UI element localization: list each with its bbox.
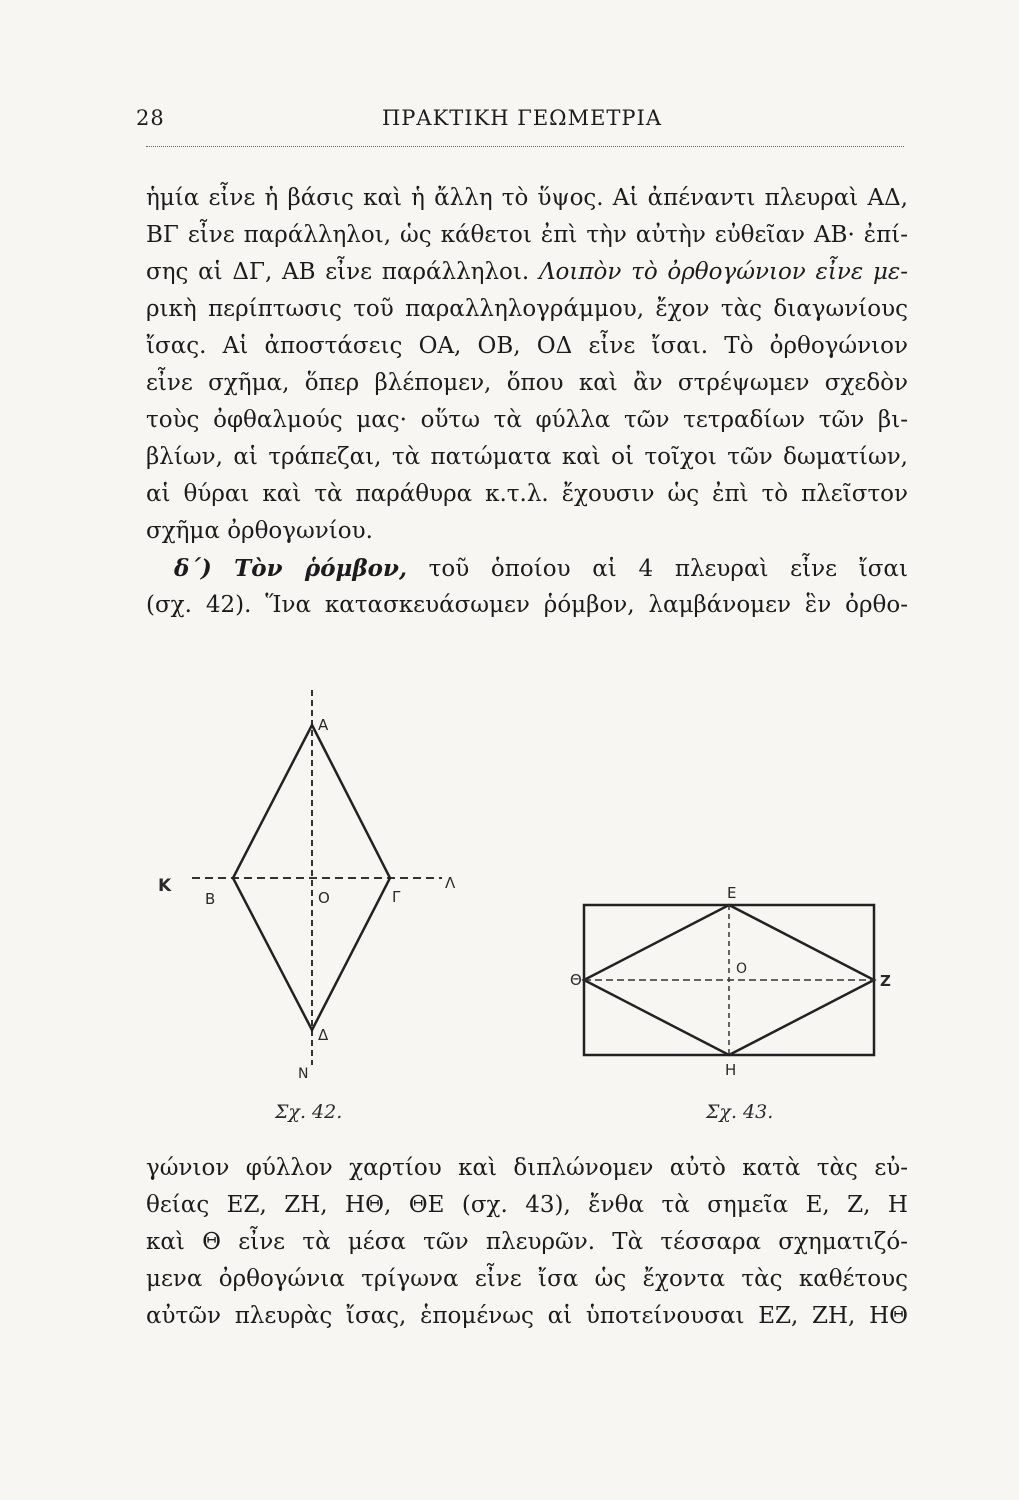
text-line: ἡμία εἶνε ἡ βάσις καὶ ἡ ἄλλη τὸ ὕψος. Αἱ ἀπέναντι πλευραὶ ΑΔ, bbox=[146, 185, 908, 211]
rectangle-shape bbox=[584, 905, 874, 1055]
figure-42 bbox=[158, 690, 456, 1123]
label-o: Ο bbox=[318, 889, 330, 907]
label-k: Κ bbox=[158, 876, 172, 896]
page-header bbox=[136, 106, 908, 140]
label-d: Δ bbox=[318, 1026, 329, 1044]
label-n: Ν bbox=[298, 1066, 309, 1082]
text-line: βλίων, αἱ τράπεζαι, τὰ πατώματα καὶ οἱ τοῖχοι τῶν δωματίων, bbox=[146, 444, 908, 470]
text-line: ἴσας. Αἱ ἀποστάσεις ΟΑ, ΟΒ, ΟΔ εἶνε ἴσαι. Τὸ ὀρθογώνιον bbox=[146, 333, 908, 359]
text-line: τοὺς ὀφθαλμούς μας· οὕτω τὰ φύλλα τῶν τετραδίων τῶν βι- bbox=[146, 407, 908, 433]
text-span: σης αἱ ΔΓ, ΑΒ εἶνε παράλληλοι. bbox=[146, 259, 530, 285]
italic-phrase: Λοιπὸν τὸ ὀρθογώνιον εἶνε με- bbox=[529, 259, 908, 285]
running-title: ΠΡΑΚΤΙΚΗ ΓΕΩΜΕΤΡΙΑ bbox=[381, 106, 663, 130]
text-line: εἶνε σχῆμα, ὅπερ βλέπομεν, ὅπου καὶ ἂν στρέψωμεν σχεδὸν bbox=[146, 370, 908, 396]
text-line: καὶ Θ εἶνε τὰ μέσα τῶν πλευρῶν. Τὰ τέσσαρα σχηματιζό- bbox=[146, 1229, 908, 1255]
text-line: μενα ὀρθογώνια τρίγωνα εἶνε ἴσα ὡς ἔχοντα τὰς καθέτους bbox=[146, 1266, 908, 1292]
text-line: θείας ΕΖ, ΖΗ, ΗΘ, ΘΕ (σχ. 43), ἔνθα τὰ σημεῖα Ε, Ζ, Η bbox=[146, 1192, 908, 1218]
text-line: ΒΓ εἶνε παράλληλοι, ὡς κάθετοι ἐπὶ τὴν αὐτὴν εὐθεῖαν ΑΒ· ἐπί- bbox=[146, 222, 908, 248]
figure-43-caption: Σχ. 43. bbox=[706, 1101, 774, 1123]
label-g: Γ bbox=[392, 888, 401, 906]
text-line: αἱ θύραι καὶ τὰ παράθυρα κ.τ.λ. ἔχουσιν ὡς ἐπὶ τὸ πλεῖστον bbox=[146, 481, 908, 507]
figure-42-caption: Σχ. 42. bbox=[275, 1101, 343, 1123]
page-number: 28 bbox=[136, 106, 165, 130]
text-line: ρικὴ περίπτωσις τοῦ παραλληλογράμμου, ἔχον τὰς διαγωνίους bbox=[146, 296, 908, 322]
rhombus-shape bbox=[233, 725, 390, 1030]
label-o: Ο bbox=[736, 961, 748, 977]
section-label: δ΄) Τὸν ῥόμβον, bbox=[174, 555, 407, 582]
label-th: Θ bbox=[570, 971, 582, 989]
label-e: Ε bbox=[727, 884, 737, 902]
text-line: σχῆμα ὀρθογωνίου. bbox=[146, 518, 373, 544]
text-line: (σχ. 42). Ἵνα κατασκευάσωμεν ῥόμβον, λαμβάνομεν ἓν ὀρθο- bbox=[146, 592, 908, 618]
text-line bbox=[146, 254, 908, 291]
inscribed-rhombus-shape bbox=[584, 905, 874, 1055]
paragraph-rectangle bbox=[146, 180, 908, 624]
text-span: τοῦ ὁποίου αἱ 4 πλευραὶ εἶνε ἴσαι bbox=[406, 556, 908, 582]
label-b: Β bbox=[205, 890, 216, 908]
label-z: Ζ bbox=[880, 972, 891, 990]
label-h: Η bbox=[725, 1061, 737, 1079]
rhombus-heading-line bbox=[146, 550, 908, 587]
text-line: αὐτῶν πλευρὰς ἴσας, ἑπομένως αἱ ὑποτείνουσαι ΕΖ, ΖΗ, ΗΘ bbox=[146, 1303, 908, 1329]
text-line: γώνιον φύλλον χαρτίου καὶ διπλώνομεν αὐτὸ κατὰ τὰς εὐ- bbox=[146, 1155, 908, 1181]
header-rule bbox=[146, 146, 904, 147]
paragraph-rhombus bbox=[146, 1150, 908, 1335]
figure-43 bbox=[570, 884, 891, 1123]
label-a: Α bbox=[318, 716, 329, 734]
label-l: Λ bbox=[445, 874, 456, 892]
